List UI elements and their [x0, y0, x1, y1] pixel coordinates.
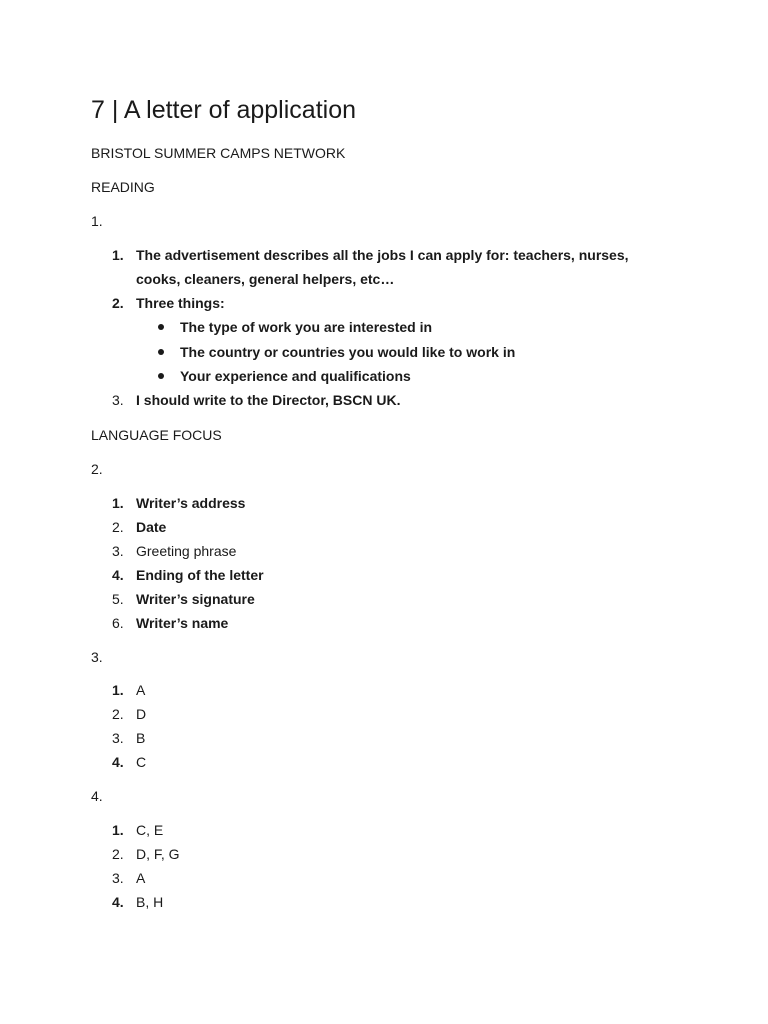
subtitle-heading: BRISTOL SUMMER CAMPS NETWORK — [91, 145, 346, 161]
section-heading-reading: READING — [91, 179, 155, 195]
list-item-text: Writer’s signature — [136, 591, 255, 607]
bullet-icon — [158, 324, 164, 330]
question-number-4: 4. — [91, 788, 103, 804]
list-item-number: 5. — [112, 591, 124, 607]
list-item-text: C — [136, 754, 147, 770]
list-item-number: 2. — [112, 706, 124, 722]
list-item-text: The advertisement describes all the jobs I can apply for: teachers, nurses, cooks, cleaners, general helpers, etc… — [136, 247, 629, 287]
list-item-text: Writer’s address — [136, 495, 246, 511]
bullet-item-text: Your experience and qualifications — [180, 368, 411, 384]
list-item-text: Date — [136, 519, 167, 535]
list-item-number: 2. — [112, 295, 124, 311]
list-item-number: 4. — [112, 567, 124, 583]
list-item-number: 2. — [112, 519, 124, 535]
list-item-text: Ending of the letter — [136, 567, 264, 583]
bullet-item-text: The type of work you are interested in — [180, 319, 433, 335]
list-item-number: 3. — [112, 870, 124, 886]
list-item-text: D, F, G — [136, 846, 180, 862]
list-item-number: 3. — [112, 730, 124, 746]
list-item-text: C, E — [136, 822, 164, 838]
list-item-text: D — [136, 706, 147, 722]
page-title: 7 | A letter of application — [91, 96, 357, 124]
list-item-number: 6. — [112, 615, 124, 631]
list-item-text: A — [136, 682, 146, 698]
list-item — [0, 243, 768, 291]
list-item-number: 1. — [112, 682, 124, 698]
bullet-icon — [158, 349, 164, 355]
list-item-text: Three things: — [136, 295, 225, 311]
bullet-item-text: The country or countries you would like to work in — [180, 344, 516, 360]
list-item-text: A — [136, 870, 146, 886]
list-item-number: 4. — [112, 754, 124, 770]
list-item-text: B — [136, 730, 146, 746]
question-number-2: 2. — [91, 461, 103, 477]
list-item-number: 1. — [112, 247, 124, 263]
list-item-text: Greeting phrase — [136, 543, 237, 559]
list-item-number: 3. — [112, 543, 124, 559]
list-item-number: 3. — [112, 392, 124, 408]
list-item-number: 1. — [112, 495, 124, 511]
question-number-1: 1. — [91, 213, 103, 229]
list-item-number: 1. — [112, 822, 124, 838]
section-heading-language-focus: LANGUAGE FOCUS — [91, 427, 222, 443]
list-item-text: I should write to the Director, BSCN UK. — [136, 392, 401, 408]
list-item-number: 2. — [112, 846, 124, 862]
bullet-icon — [158, 373, 164, 379]
list-item-number: 4. — [112, 894, 124, 910]
question-number-3: 3. — [91, 649, 103, 665]
list-item-text: B, H — [136, 894, 164, 910]
list-item-text: Writer’s name — [136, 615, 229, 631]
